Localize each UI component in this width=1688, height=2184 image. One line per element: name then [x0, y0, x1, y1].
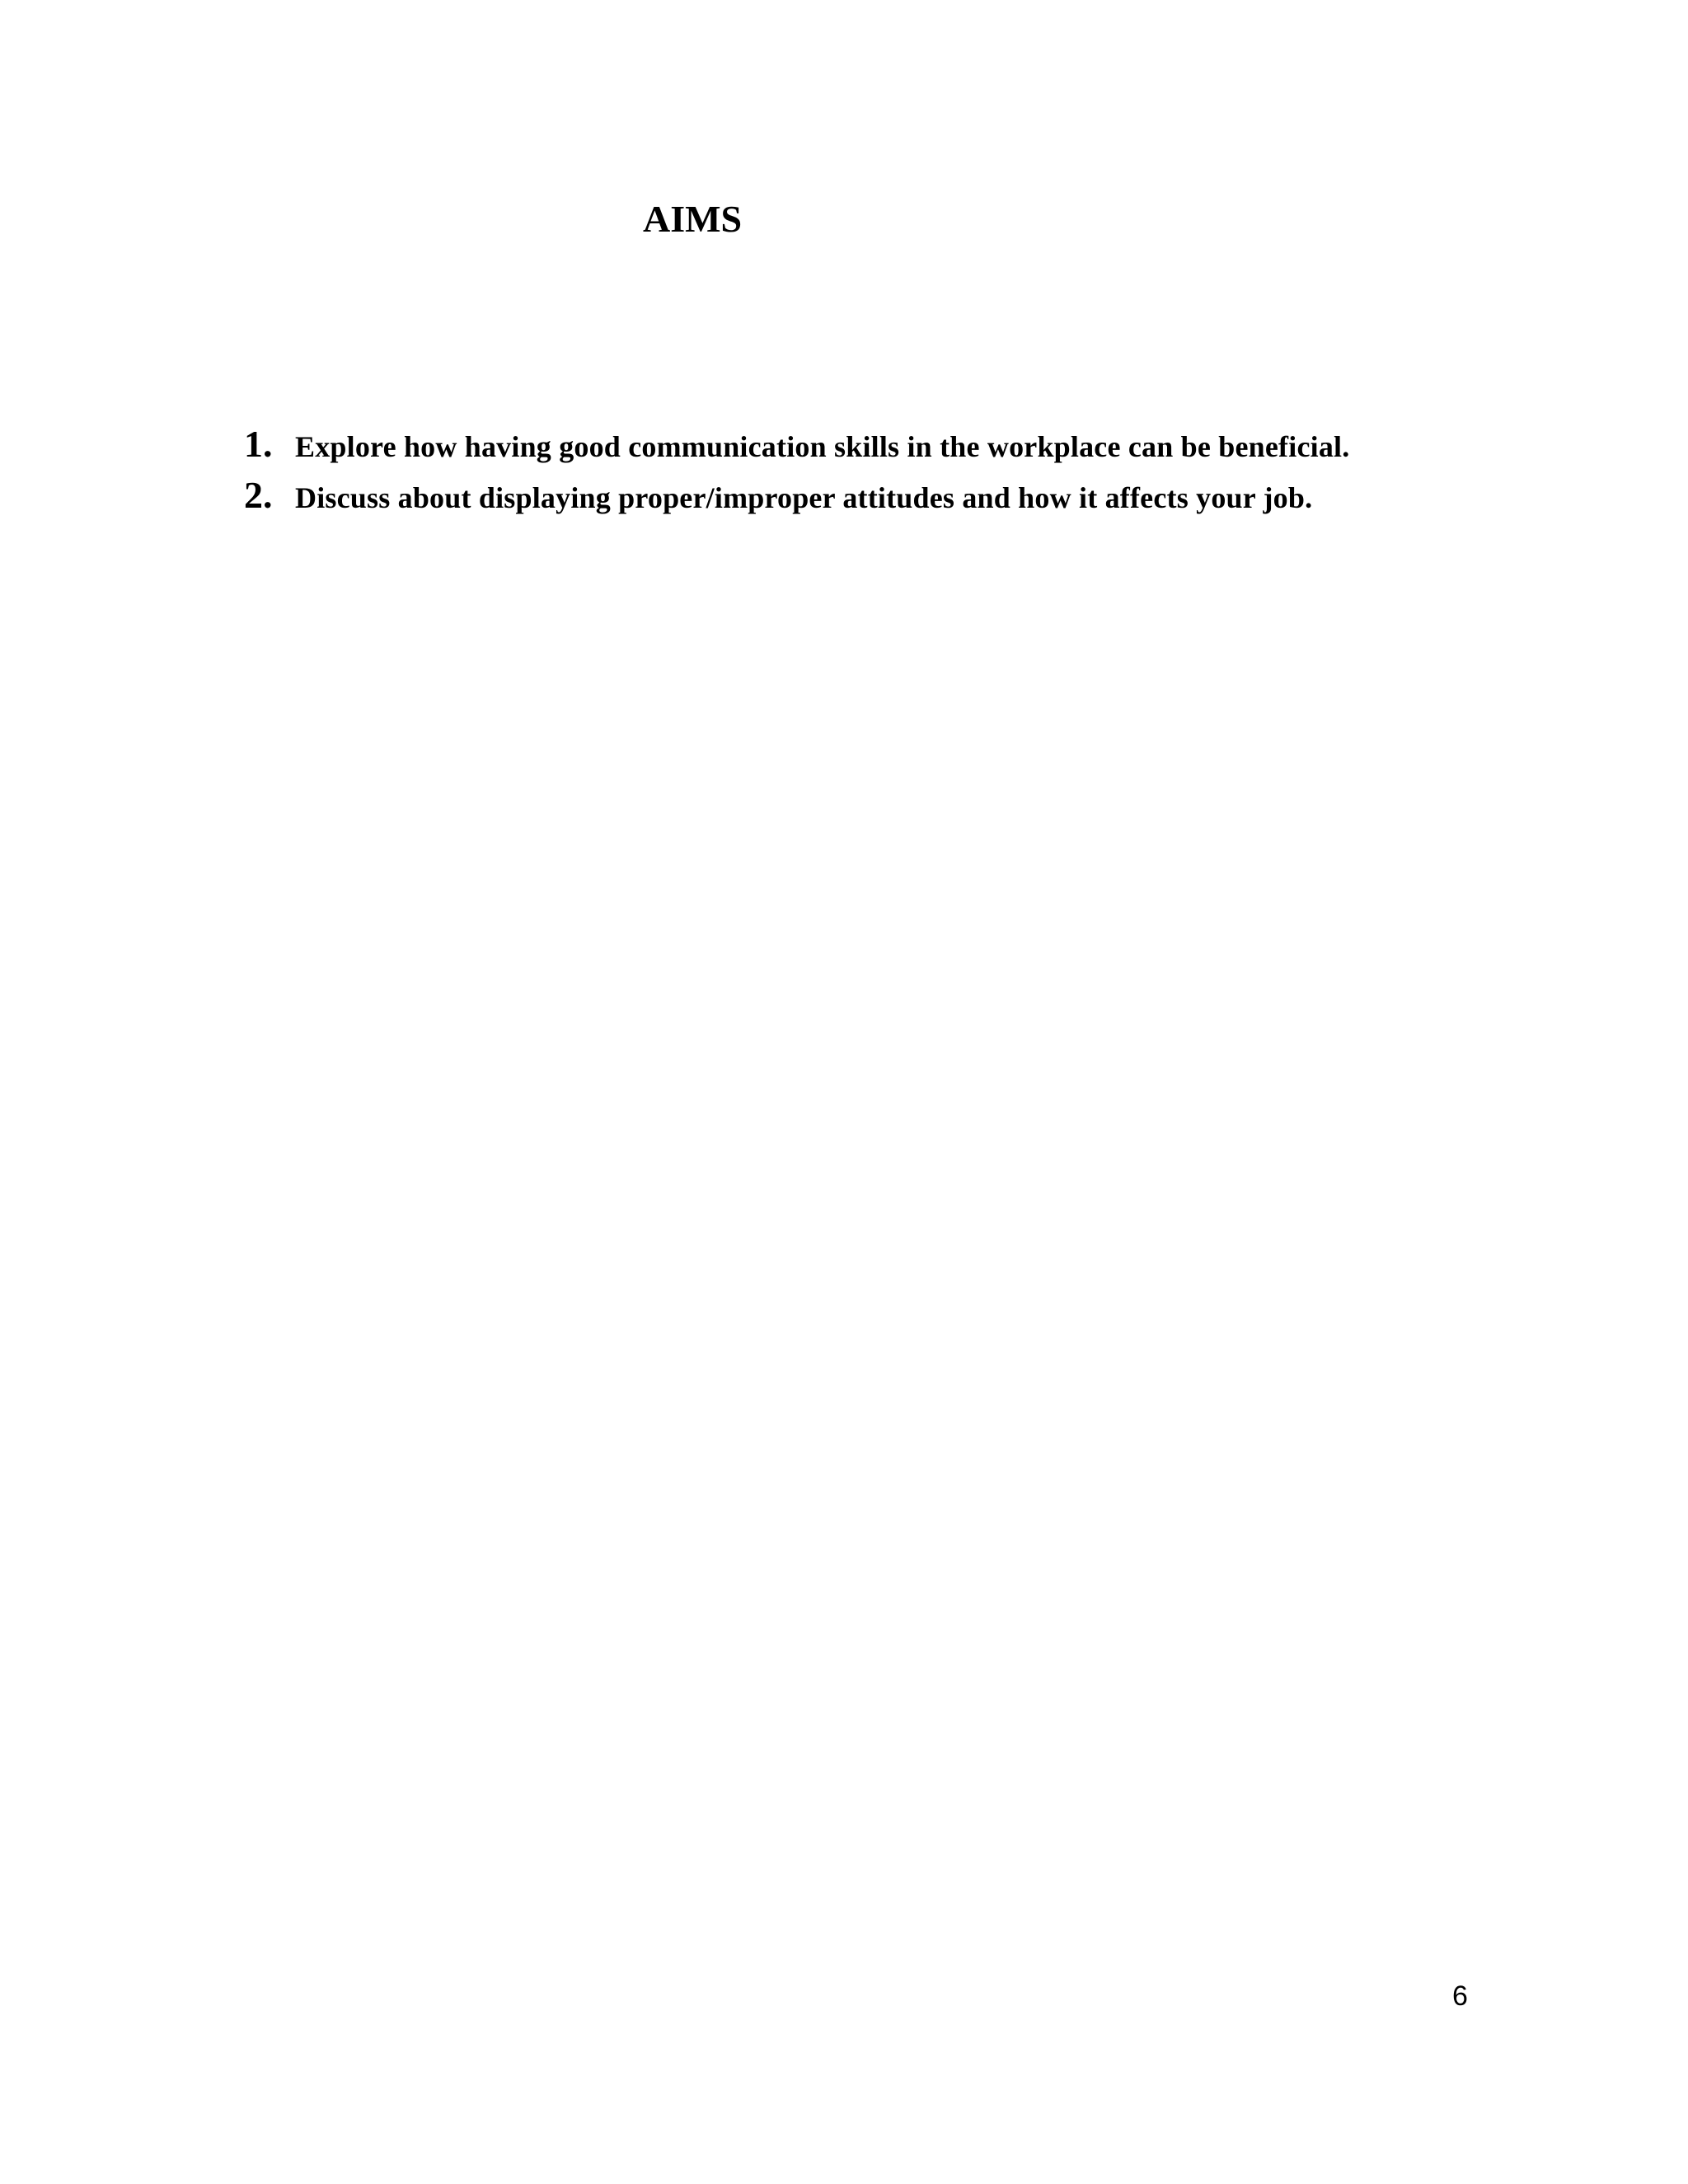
list-item-text: Explore how having good communication skills in the workplace can be beneficial.: [295, 430, 1350, 463]
page-title: AIMS: [643, 198, 743, 240]
list-item-number: 1.: [244, 423, 273, 465]
list-item-text: Discuss about displaying proper/improper attitudes and how it affects your job.: [295, 481, 1313, 514]
list-item: [244, 422, 1349, 473]
list-item-number: 2.: [244, 474, 273, 516]
aims-list: [244, 422, 1349, 524]
page-number: 6: [1452, 1980, 1468, 2012]
list-item: [244, 473, 1349, 524]
